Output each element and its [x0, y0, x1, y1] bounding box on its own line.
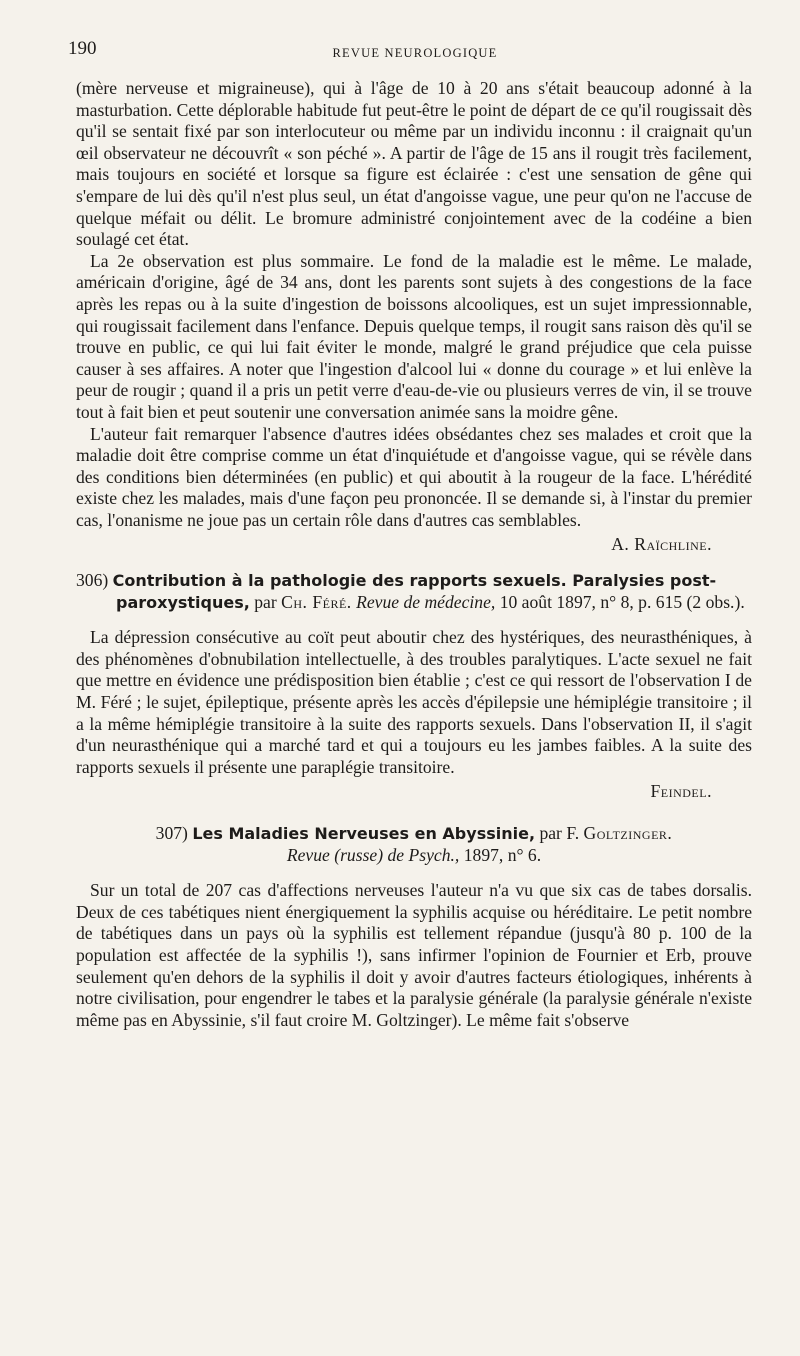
- continued-paragraph-3: L'auteur fait remarquer l'absence d'autres idées obsédantes chez ses malades et croit que la maladie doit être comprise comme un état d'inquiétude et d'angoisse vague, qui se révèle dans des conditions bien déterminées (en public) et qui aboutit à la rougeur de la face. L'hérédité existe chez les malades, mais d'une façon peu prononcée. Il se demande si, à l'instar du premier cas, l'onanisme ne joue pas un certain rôle dans d'autres cas semblables.: [76, 423, 752, 530]
- journal-title: REVUE NEUROLOGIQUE: [332, 46, 498, 60]
- continued-paragraph-1: (mère nerveuse et migraineuse), qui à l'âge de 10 à 20 ans s'était beaucoup adonné à la masturbation. Cette déplorable habitude fut peut-être le point de départ de ce qu'il rougissait dès qu'il se sentait fixé par son interlocuteur ou même par un individu inconnu : il craignait qu'un œil observateur ne découvrît « son péché ». A partir de l'âge de 15 ans il rougit très facilement, mais toujours en société et lorsque sa figure est éclairée : c'est une sensation de gêne qui s'empare de lui dès qu'il n'est plus seul, un état d'angoisse vague, une peur qu'on ne l'accuse de quelque méfait ou délit. Le bromure administré conjointement avec de la codéine a bien soulagé cet état.: [76, 78, 752, 250]
- text-body: [76, 78, 752, 1031]
- article-307-citation: 1897, n° 6.: [463, 844, 542, 865]
- article-306-journal: Revue de médecine,: [356, 591, 496, 612]
- article-307-by: par: [539, 823, 562, 843]
- running-head: [68, 38, 762, 64]
- article-306-title: Contribution à la pathologie des rapports sexuels. Paralysies post-paroxystiques,: [112, 571, 717, 612]
- article-307-title: Les Maladies Nerveuses en Abyssinie,: [192, 824, 536, 843]
- article-307-number: 307): [155, 823, 188, 843]
- continued-paragraph-2: La 2e observation est plus sommaire. Le fond de la maladie est le même. Le malade, américain d'origine, âgé de 34 ans, dont les parents sont sujets à des congestions de la face après les repas ou à la suite d'ingestion de boissons alcooliques, est un sujet impressionnable, qui rougissait facilement dans l'enfance. Depuis quelque temps, il rougit sans raison dès qu'il se trouve en public, ce qui lui fait éviter le monde, malgré le grand préjudice que cela puisse causer à ses affaires. A noter que l'ingestion d'alcool lui « donne du courage » et lui enlève la peur de rougir ; quand il a pris un petit verre d'eau-de-vie ou plusieurs verres de vin, il se trouve tout à fait bien et peut soutenir une conversation animée sans la moidre gêne.: [76, 250, 752, 422]
- article-306-by: par: [254, 591, 277, 612]
- article-307-author: Goltzinger.: [583, 823, 673, 843]
- signature-raichline: A. Raïchline.: [611, 534, 712, 555]
- article-307-journal: Revue (russe) de Psych.,: [286, 844, 460, 865]
- article-307-author-initial: F.: [566, 823, 580, 843]
- signature-feindel: Feindel.: [650, 781, 712, 802]
- article-307-heading: [76, 823, 752, 866]
- article-307-paragraph: Sur un total de 207 cas d'affections nerveuses l'auteur n'a vu que six cas de tabes dorsalis. Deux de ces tabétiques nient énergiquement la syphilis acquise ou héréditaire. Le petit nombre de tabétiques dans un pays où la syphilis est tellement répandue (jusqu'à 80 p. 100 de la population est affectée de la syphilis !), sans infirmer l'opinion de Fournier et Erb, prouve seulement qu'en dehors de la syphilis il doit y avoir d'autres facteurs étiologiques, inhérents à notre civilisation, pour engendrer le tabes et la paralysie générale (la paralysie générale n'existe même pas en Abyssinie, s'il faut croire M. Goltzinger). Le même fait s'observe: [76, 880, 752, 1030]
- page-number: 190: [68, 38, 97, 59]
- article-306-paragraph: La dépression consécutive au coït peut aboutir chez des hystériques, des neurasthéniques, à des phénomènes d'obnubilation intellectuelle, à des troubles paralytiques. L'acte sexuel ne fait que mettre en évidence une prédisposition bien établie ; c'est ce qui ressort de l'observation I de M. Féré ; le sujet, épileptique, présente après les accès d'épilepsie une hémiplégie transitoire ; il a la même hémiplégie transitoire à la suite des rapports sexuels. Dans l'observation II, il s'agit d'un neurasthénique qui a marché tard et qui a toujours eu les jambes faibles. A la suite des rapports sexuels il présente une paraplégie transitoire.: [76, 627, 752, 777]
- article-306-number: 306): [76, 570, 109, 591]
- article-306-citation: 10 août 1897, n° 8, p. 615 (2 obs.).: [499, 591, 745, 612]
- article-306-author: Ch. Féré.: [281, 591, 352, 612]
- article-306-heading: [76, 570, 752, 613]
